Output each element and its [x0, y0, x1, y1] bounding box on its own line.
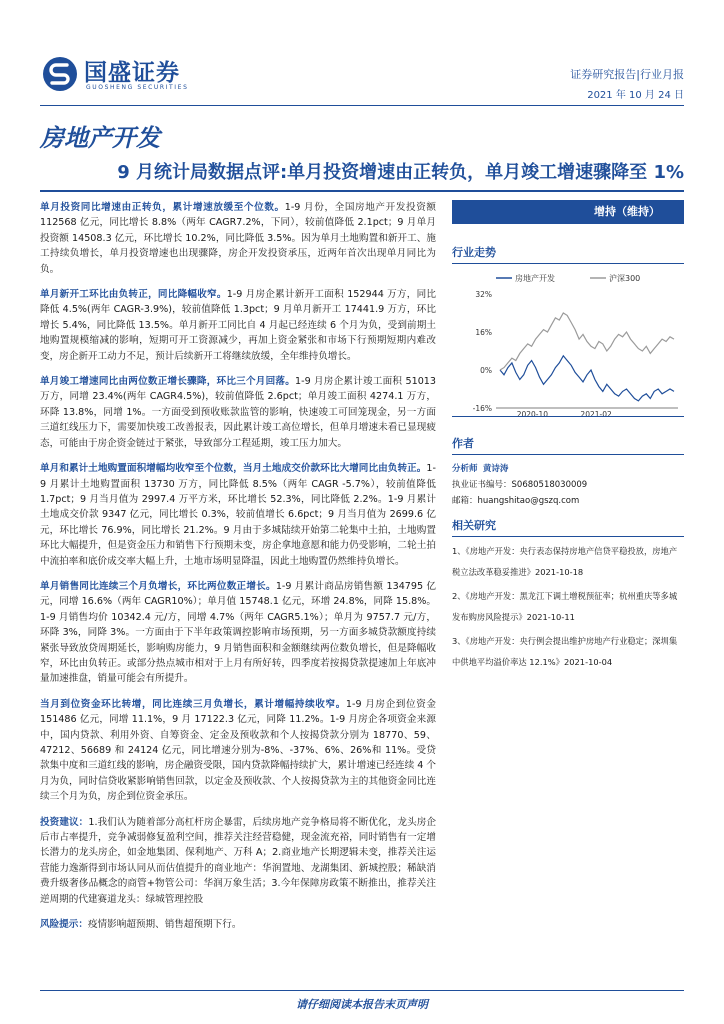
cert-label: 执业证书编号：: [452, 480, 512, 490]
related-item[interactable]: 2、《房地产开发：黑龙江下调土增税预征率；杭州重庆等多城发布购房风险提示》2021-10-11: [452, 591, 678, 622]
analyst-name: 黄诗涛: [482, 464, 509, 474]
header-divider: [40, 105, 684, 106]
paragraph-risk: 风险提示：疫情影响超预期、销售超预期下行。: [40, 919, 242, 931]
y-tick-label: 16%: [475, 328, 492, 337]
document-type: 证券研究报告|行业月报: [570, 68, 684, 81]
chart-axes: [473, 290, 678, 416]
analyst-row: [452, 461, 684, 477]
footer-divider: [40, 990, 684, 991]
trend-chart: [452, 266, 684, 417]
logo-text: 国盛证券: [84, 60, 180, 86]
related-item[interactable]: 1、《房地产开发：央行表态保持房地产信贷平稳投放，房地产税立法改革稳妥推进》2021-10-18: [452, 546, 678, 577]
company-logo: [42, 54, 187, 98]
paragraph-investment: 单月投资同比增速由正转负，累计增速放缓至个位数。1-9 月份，全国房地产开发投资额 112568 亿元，同比增长 8.8%（两年 CAGR7.2%，下同），较前值降低 2.1pct；9 月单月投资额 14508.3 亿元，环比增长 10.2%，同比降低 3.5%。因为单月土地购置和新开工、施工持续负增长，单月投资增速也出现骤降，房企开发投资承压，近两年首次出现单月同比为负。: [40, 202, 437, 275]
author-heading: 作者: [452, 435, 684, 455]
x-tick-label: 2020-10: [516, 410, 549, 416]
chart-legend: [496, 273, 640, 283]
report-date: 2021 年 10 月 24 日: [587, 90, 684, 101]
related-item[interactable]: 3、《房地产开发：央行例会提出维护房地产行业稳定；深圳集中供地平均溢价率达 12.1%》2021-10-04: [452, 636, 678, 667]
trend-chart-svg: [452, 266, 684, 416]
paragraph-sales: 单月销售同比连续三个月负增长，环比两位数正增长。1-9 月累计商品房销售额 134795 亿元，同增 16.6%（两年 CAGR10%）；单月值 15748.1 亿元，环增 24.8%，同降 15.8%。1-9 月销售均价 10342.4 元/方，同增 4.7%（两年 CAGR5.1%）；单月为 9757.7 元/方，环降 3%，同降 3%。一方面由于下半年政策调控影响市场预期，另一方面多城贷款额度持续紧张导致放贷周期延长，影响购房能力，9 月销售面积和金额继续两位数负增长，但是降幅收窄，环比由负转正。或部分热点城市相对于上月有所好转，四季度若按揭贷款提速加上年底冲量加速推盘，销量可能会有所提升。: [40, 580, 436, 685]
paragraph-investment-advice: 投资建议：1.我们认为随着部分高杠杆房企暴雷，后续房地产竞争格局将不断优化，龙头房企后市占率提升，竞争减弱修复盈利空间，推荐关注经营稳健，现金流充裕，同时销售有一定增长潜力的龙头房企，如金地集团、保利地产、万科 A；2.商业地产长期逻辑未变，推荐关注运营能力逸渐得到市场认同从而估值提升的商业地产：华润置地、龙湖集团、新城控股；稀缺消费升级奢侈品概念的商管+物管公司：华润万象生活；3.今年保障房政策不断推出，推荐关注逆周期的代建赛道龙头：绿城管理控股: [40, 816, 437, 905]
legend-label-csi300: 沪深300: [609, 274, 641, 283]
email-address[interactable]: huangshitao@gszq.com: [477, 496, 580, 506]
paragraph-completion: 单月竣工增速同比由两位数正增长骤降，环比三个月回落。1-9 月房企累计竣工面积 51013 万方，同增 23.4%(两年 CAGR4.5%)，较前值降低 2.6pct；单月竣工面积 4274.1 万方，环降 13.8%，同增 1%。一方面受到预收账款监管的影响，快速竣工可回笼现金，另一方面三道红线压力下，需要加快竣工改善报表，因此累计竣工高位增长，但单月增速未看已显现疲态，可能由于房企资金链过于紧张，导致部分工程延期，竣工压力加大。: [40, 376, 437, 449]
report-title: 9 月统计局数据点评:单月投资增速由正转负，单月竣工增速骤降至 1%: [117, 162, 684, 183]
sidebar: [452, 200, 684, 676]
trend-heading: 行业走势: [452, 244, 684, 264]
paragraph-new-construction: 单月新开工环比由负转正，同比降幅收窄。1-9 月房企累计新开工面积 152944 万方，同比降低 4.5%(两年 CAGR-3.9%)，较前值降低 1.3pct；9 月单月新开工 17441.9 万方，环比增长 5.4%，同比降低 13.5%。单月新开工同比自 4 月起已经连续 6 个月为负，受到前期土地购置规模缩减的影响，短期可开工资源减少，再加上资金紧张和市场下行预期短期内难改变，房企新开工动力不足，预计后续新开工将继续放缓，全年维持负增长。: [40, 289, 436, 362]
y-tick-label: -16%: [472, 404, 492, 413]
title-divider: [40, 190, 684, 192]
report-body: [40, 200, 436, 942]
legend-label-property: 房地产开发: [515, 274, 555, 283]
series-line-csi300: [500, 313, 674, 370]
related-list: [452, 541, 684, 673]
series-line-property: [500, 356, 674, 401]
email-row: [452, 493, 684, 509]
x-tick-label: 2021-02: [580, 410, 612, 416]
email-label: 邮箱：: [452, 496, 478, 506]
cert-row: [452, 477, 684, 493]
industry-name: 房地产开发: [40, 123, 160, 152]
related-heading: 相关研究: [452, 517, 684, 537]
chart-lines: [500, 313, 674, 401]
logo-mark-icon: [42, 56, 78, 92]
y-tick-label: 0%: [480, 366, 492, 375]
footer-disclaimer: 请仔细阅读本报告末页声明: [296, 998, 428, 1011]
analyst-label: 分析师: [452, 464, 478, 474]
y-tick-label: 32%: [475, 290, 492, 299]
cert-number: S0680518030009: [511, 480, 588, 490]
rating-badge: 增持（维持）: [452, 200, 684, 224]
paragraph-funding: 当月到位资金环比转增，同比连续三月负增长，累计增幅持续收窄。1-9 月房企到位资金 151486 亿元，同增 11.1%，9 月 17122.3 亿元，同降 11.2%。1-9 月房企各项资金来源中，国内贷款、利用外资、自筹资金、定金及预收款和个人按揭贷款分别为 18770、59、47212、56689 和 24124 亿元，同比增速分别为-8%、-37%、6%、26%和 11%。受贷款集中度和三道红线的影响，房企融资受限，国内贷款降幅持续扩大，累计增速已经连续 4 个月为负，同时信贷收紧影响销售回款，以定金及预收款、个人按揭贷款为主的其他资金同比连续三个月为负，房企到位资金承压。: [40, 698, 436, 803]
logo-subtext: GUOSHENG SECURITIES: [86, 84, 189, 91]
paragraph-land: 单月和累计土地购置面积增幅均收窄至个位数，当月土地成交价款环比大增同比由负转正。1-9 月累计土地购置面积 13730 万方，同比降低 8.5%（两年 CAGR -5.7%），较前值降低 1.7pct；9 月当月值为 2997.4 万平方米，环比增长 52.3%，同比降低 2.2%。1-9 月累计土地成交价款 9347 亿元，同比增长 0.3%，较前值增长 6.6pct；9 月当月值为 2699.6 亿元，环比增长 76.9%，同比增长 21.2%。9 月由于多城陆续开始第二轮集中土拍，土地购置环比大幅提升，但是资金压力和销售下行预期未变，房企拿地意愿和能力仍受影响，二轮土拍中流拍率和底价成交率大幅上升，土地市场明显降温，因此土地购置仍然维持负增长。: [40, 463, 436, 567]
